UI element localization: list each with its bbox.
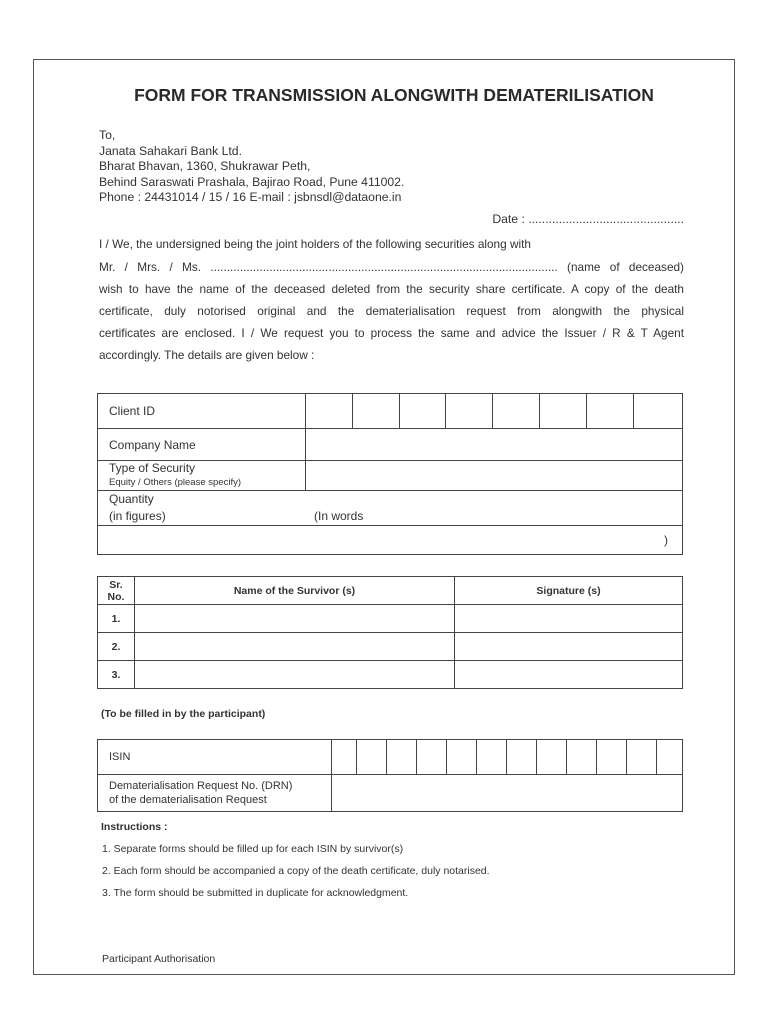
type-of-security-label: Type of Security [109,461,196,475]
survivor-name-field[interactable] [135,605,455,633]
client-id-box[interactable] [352,394,399,429]
quantity-close-paren: ) [664,533,668,547]
drn-label-line1: Dematerialisation Request No. (DRN) [109,780,293,792]
survivors-table [97,576,683,689]
client-id-box[interactable] [399,394,446,429]
isin-box[interactable] [507,740,537,775]
drn-field[interactable] [332,775,683,812]
survivor-signature-field[interactable] [455,605,683,633]
isin-box[interactable] [477,740,507,775]
participant-note: (To be filled in by the participant) [101,708,266,720]
isin-box[interactable] [447,740,477,775]
survivor-row-number: 2. [98,633,135,661]
drn-label-cell [98,775,332,812]
survivor-name-field[interactable] [135,661,455,689]
survivor-row-number: 3. [98,661,135,689]
client-id-box[interactable] [634,394,683,429]
sr-no-header-a: Sr. [109,578,123,591]
isin-box[interactable] [417,740,447,775]
client-id-box[interactable] [540,394,587,429]
body-line-5: certificates are enclosed. I / We request you to process the same and advice the Issuer / R & T Agent [99,326,684,340]
instruction-item: 1. Separate forms should be filled up for each ISIN by survivor(s) [102,843,404,855]
isin-box[interactable] [357,740,387,775]
isin-box[interactable] [657,740,683,775]
address-line1: Janata Sahakari Bank Ltd. [99,143,242,158]
client-id-box[interactable] [493,394,540,429]
details-table [97,393,683,555]
signature-header: Signature (s) [455,577,683,605]
body-line-3: wish to have the name of the deceased deleted from the security share certificate. A copy of the death [99,282,684,296]
body-line-2: Mr. / Mrs. / Ms. .......................................................................................................... (name of deceased) [99,260,684,274]
type-of-security-cell [98,461,306,491]
body-line-4: certificate, duly notorised original and the dematerialisation request from alongwith the physical [99,304,684,318]
instructions-heading: Instructions : [101,821,168,833]
client-id-label: Client ID [98,394,306,429]
isin-box[interactable] [537,740,567,775]
date-field[interactable]: Date : .............................................. [492,212,684,226]
type-of-security-hint: Equity / Others (please specify) [109,477,241,488]
type-of-security-field[interactable] [305,461,682,491]
survivor-signature-field[interactable] [455,633,683,661]
drn-label-line2: of the dematerialisation Request [109,794,267,806]
quantity-cell[interactable] [98,491,683,526]
isin-box[interactable] [567,740,597,775]
participant-authorisation: Participant Authorisation [102,953,216,965]
address-line3: Behind Saraswati Prashala, Bajirao Road, Pune 411002. [99,174,405,189]
instruction-item: 2. Each form should be accompanied a copy of the death certificate, duly notarised. [102,865,490,877]
address-line4: Phone : 24431014 / 15 / 16 E-mail : jsbnsdl@dataone.in [99,190,402,205]
survivor-name-header: Name of the Survivor (s) [135,577,455,605]
sr-no-header-b: No. [107,590,125,603]
instruction-item: 3. The form should be submitted in duplicate for acknowledgment. [102,887,409,899]
isin-box[interactable] [627,740,657,775]
address-to: To, [99,128,116,142]
participant-table [97,739,683,812]
sr-no-header [98,577,135,605]
isin-box[interactable] [387,740,417,775]
survivor-name-field[interactable] [135,633,455,661]
body-line-1: I / We, the undersigned being the joint holders of the following securities along with [99,237,531,251]
survivor-row-number: 1. [98,605,135,633]
address-line2: Bharat Bhavan, 1360, Shukrawar Peth, [99,159,311,174]
address-block [99,128,404,206]
company-name-label: Company Name [98,429,306,461]
company-name-field[interactable] [305,429,682,461]
client-id-box[interactable] [305,394,352,429]
quantity-words-field[interactable] [98,526,683,555]
client-id-box[interactable] [587,394,634,429]
form-title: FORM FOR TRANSMISSION ALONGWITH DEMATERILISATION [134,85,654,105]
body-line-6: accordingly. The details are given below : [99,348,315,362]
isin-label: ISIN [98,740,332,775]
quantity-label: Quantity [109,492,154,506]
quantity-in-figures-label: (in figures) [109,509,166,523]
isin-box[interactable] [332,740,357,775]
isin-box[interactable] [597,740,627,775]
quantity-row [109,508,682,525]
survivor-signature-field[interactable] [455,661,683,689]
quantity-in-words-label: (In words [314,509,364,523]
client-id-box[interactable] [446,394,493,429]
